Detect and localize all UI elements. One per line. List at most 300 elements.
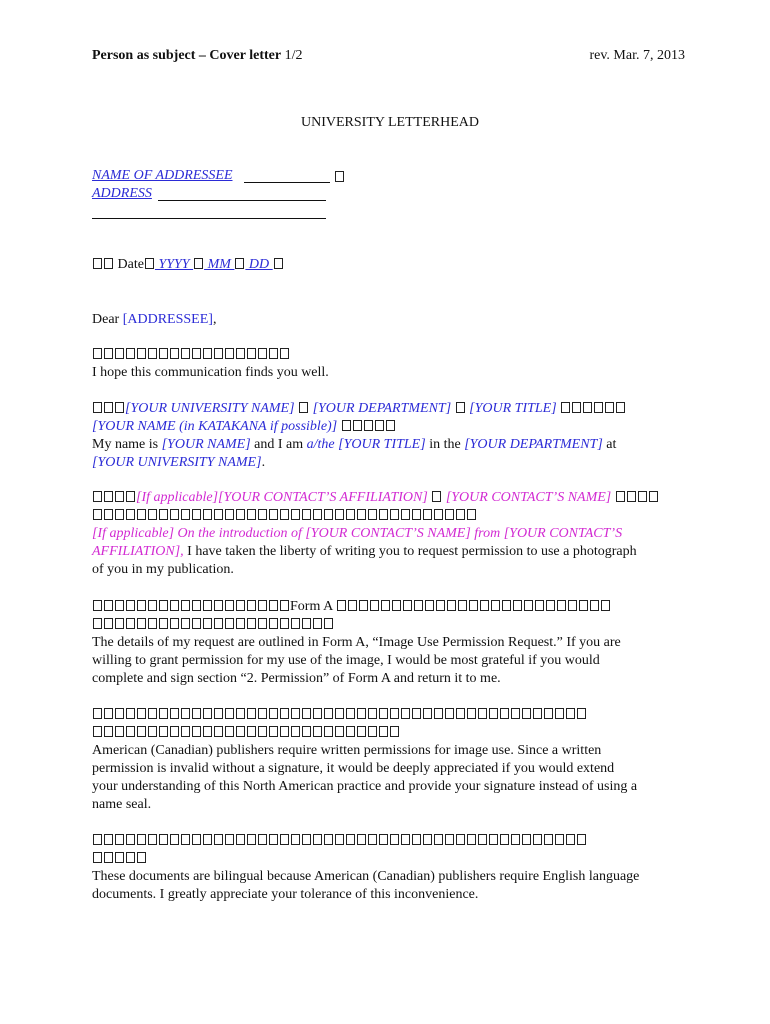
unrendered-glyph-box — [115, 834, 124, 845]
unrendered-glyph-box — [126, 509, 135, 520]
p2-en-text: My name is — [92, 437, 162, 452]
unrendered-glyph-box — [447, 600, 456, 611]
unrendered-glyph-box — [214, 726, 223, 737]
unrendered-glyph-box — [577, 834, 586, 845]
p2-en-article: a/the — [306, 437, 335, 452]
unrendered-glyph-box — [258, 708, 267, 719]
unrendered-glyph-box — [412, 509, 421, 520]
unrendered-glyph-box — [203, 708, 212, 719]
unrendered-glyph-box — [375, 420, 384, 431]
unrendered-glyph-box — [524, 600, 533, 611]
unrendered-glyph-box — [348, 600, 357, 611]
unrendered-glyph-box — [194, 258, 203, 269]
p6-en-line1: These documents are bilingual because American (Canadian) publishers require English language — [92, 869, 640, 884]
unrendered-glyph-box — [414, 600, 423, 611]
unrendered-glyph-box — [236, 708, 245, 719]
unrendered-glyph-box — [126, 618, 135, 629]
unrendered-glyph-box — [137, 348, 146, 359]
unrendered-glyph-box — [115, 509, 124, 520]
unrendered-glyph-box — [616, 491, 625, 502]
unrendered-glyph-box — [93, 600, 102, 611]
address-rule-2 — [92, 218, 326, 219]
unrendered-glyph-box — [357, 509, 366, 520]
p2-en-university: [YOUR UNIVERSITY NAME] — [92, 455, 262, 470]
unrendered-glyph-box — [148, 834, 157, 845]
unrendered-glyph-box — [302, 726, 311, 737]
date-month: MM — [204, 257, 235, 272]
p3-en-introduction: [If applicable] On the introduction of [YOUR CONTACT’S NAME] from [YOUR CONTACT’S — [92, 526, 623, 541]
unrendered-glyph-box — [324, 509, 333, 520]
unrendered-glyph-box — [390, 708, 399, 719]
unrendered-glyph-box — [192, 618, 201, 629]
unrendered-glyph-box — [148, 348, 157, 359]
unrendered-glyph-box — [247, 726, 256, 737]
unrendered-glyph-box — [274, 258, 283, 269]
unrendered-glyph-box — [181, 600, 190, 611]
unrendered-glyph-box — [115, 618, 124, 629]
unrendered-glyph-box — [225, 834, 234, 845]
unrendered-glyph-box — [489, 834, 498, 845]
unrendered-glyph-box — [170, 834, 179, 845]
unrendered-glyph-box — [170, 348, 179, 359]
unrendered-glyph-box — [93, 348, 102, 359]
p2-en-name: [YOUR NAME] — [161, 437, 251, 452]
unrendered-glyph-box — [489, 708, 498, 719]
unrendered-glyph-box — [313, 834, 322, 845]
unrendered-glyph-box — [236, 348, 245, 359]
unrendered-glyph-box — [126, 348, 135, 359]
p2-jp-name: [YOUR NAME (in KATAKANA if possible)] — [92, 419, 338, 434]
unrendered-glyph-box — [258, 509, 267, 520]
p2-jp-line2 — [92, 418, 396, 436]
unrendered-glyph-box — [513, 600, 522, 611]
p6-en-line2: documents. I greatly appreciate your tolerance of this inconvenience. — [92, 887, 479, 902]
unrendered-glyph-box — [280, 509, 289, 520]
unrendered-glyph-box — [467, 509, 476, 520]
unrendered-glyph-box — [93, 258, 102, 269]
p3-en-line1 — [92, 525, 622, 543]
p6-jp-line1 — [92, 832, 587, 850]
unrendered-glyph-box — [170, 600, 179, 611]
p5-en-line4: name seal. — [92, 797, 152, 812]
unrendered-glyph-box — [467, 834, 476, 845]
unrendered-glyph-box — [456, 708, 465, 719]
unrendered-glyph-box — [572, 402, 581, 413]
unrendered-glyph-box — [170, 708, 179, 719]
unrendered-glyph-box — [555, 834, 564, 845]
unrendered-glyph-box — [346, 509, 355, 520]
unrendered-glyph-box — [115, 708, 124, 719]
unrendered-glyph-box — [337, 600, 346, 611]
unrendered-glyph-box — [313, 509, 322, 520]
unrendered-glyph-box — [346, 708, 355, 719]
unrendered-glyph-box — [181, 348, 190, 359]
unrendered-glyph-box — [469, 600, 478, 611]
unrendered-glyph-box — [379, 509, 388, 520]
unrendered-glyph-box — [638, 491, 647, 502]
unrendered-glyph-box — [423, 708, 432, 719]
unrendered-glyph-box — [203, 509, 212, 520]
unrendered-glyph-box — [291, 509, 300, 520]
unrendered-glyph-box — [269, 600, 278, 611]
unrendered-glyph-box — [379, 726, 388, 737]
unrendered-glyph-box — [104, 258, 113, 269]
unrendered-glyph-box — [357, 708, 366, 719]
unrendered-glyph-box — [544, 708, 553, 719]
unrendered-glyph-box — [225, 509, 234, 520]
unrendered-glyph-box — [590, 600, 599, 611]
unrendered-glyph-box — [137, 618, 146, 629]
unrendered-glyph-box — [342, 420, 351, 431]
unrendered-glyph-box — [159, 834, 168, 845]
unrendered-glyph-box — [104, 348, 113, 359]
unrendered-glyph-box — [214, 618, 223, 629]
unrendered-glyph-box — [225, 708, 234, 719]
unrendered-glyph-box — [280, 600, 289, 611]
unrendered-glyph-box — [93, 726, 102, 737]
unrendered-glyph-box — [456, 834, 465, 845]
unrendered-glyph-box — [170, 726, 179, 737]
p6-jp-line2 — [92, 850, 147, 868]
date-line — [92, 256, 284, 274]
p2-jp-department: [YOUR DEPARTMENT] — [312, 401, 452, 416]
unrendered-glyph-box — [390, 509, 399, 520]
unrendered-glyph-box — [126, 834, 135, 845]
unrendered-glyph-box — [434, 708, 443, 719]
p2-en-text: in the — [425, 437, 465, 452]
unrendered-glyph-box — [291, 834, 300, 845]
unrendered-glyph-box — [302, 509, 311, 520]
addressee-name-rule — [244, 182, 330, 183]
unrendered-glyph-box — [432, 491, 441, 502]
unrendered-glyph-box — [137, 509, 146, 520]
unrendered-glyph-box — [192, 509, 201, 520]
unrendered-glyph-box — [236, 726, 245, 737]
unrendered-glyph-box — [544, 834, 553, 845]
unrendered-glyph-box — [566, 708, 575, 719]
unrendered-glyph-box — [401, 834, 410, 845]
unrendered-glyph-box — [137, 600, 146, 611]
unrendered-glyph-box — [214, 708, 223, 719]
unrendered-glyph-box — [291, 618, 300, 629]
unrendered-glyph-box — [346, 834, 355, 845]
unrendered-glyph-box — [159, 618, 168, 629]
unrendered-glyph-box — [313, 708, 322, 719]
unrendered-glyph-box — [445, 708, 454, 719]
unrendered-glyph-box — [423, 509, 432, 520]
unrendered-glyph-box — [159, 708, 168, 719]
unrendered-glyph-box — [546, 600, 555, 611]
p3-jp-line2 — [92, 507, 477, 525]
header-title — [92, 47, 302, 65]
unrendered-glyph-box — [557, 600, 566, 611]
unrendered-glyph-box — [566, 834, 575, 845]
unrendered-glyph-box — [401, 509, 410, 520]
unrendered-glyph-box — [313, 726, 322, 737]
unrendered-glyph-box — [115, 852, 124, 863]
unrendered-glyph-box — [577, 708, 586, 719]
unrendered-glyph-box — [93, 834, 102, 845]
p5-jp-line1 — [92, 706, 587, 724]
unrendered-glyph-box — [379, 834, 388, 845]
unrendered-glyph-box — [93, 491, 102, 502]
unrendered-glyph-box — [236, 618, 245, 629]
address-line — [92, 185, 152, 203]
unrendered-glyph-box — [104, 600, 113, 611]
unrendered-glyph-box — [392, 600, 401, 611]
unrendered-glyph-box — [137, 726, 146, 737]
unrendered-glyph-box — [214, 834, 223, 845]
unrendered-glyph-box — [555, 708, 564, 719]
unrendered-glyph-box — [280, 348, 289, 359]
p3-en-affiliation: AFFILIATION], — [92, 544, 184, 559]
unrendered-glyph-box — [225, 348, 234, 359]
unrendered-glyph-box — [192, 834, 201, 845]
unrendered-glyph-box — [370, 600, 379, 611]
unrendered-glyph-box — [561, 402, 570, 413]
unrendered-glyph-box — [93, 402, 102, 413]
p2-en-title: [YOUR TITLE] — [334, 437, 426, 452]
unrendered-glyph-box — [533, 834, 542, 845]
letterhead: UNIVERSITY LETTERHEAD — [301, 115, 479, 130]
unrendered-glyph-box — [357, 726, 366, 737]
p4-en-line2: willing to grant permission for my use of the image, I would be most grateful if you would — [92, 653, 600, 668]
unrendered-glyph-box — [456, 509, 465, 520]
unrendered-glyph-box — [335, 708, 344, 719]
unrendered-glyph-box — [170, 618, 179, 629]
p2-en-text: and I am — [250, 437, 307, 452]
unrendered-glyph-box — [386, 420, 395, 431]
salutation-prefix: Dear — [92, 312, 123, 327]
date-label: Date — [117, 257, 144, 272]
p5-en-line1: American (Canadian) publishers require written permissions for image use. Since a written — [92, 743, 602, 758]
unrendered-glyph-box — [522, 834, 531, 845]
unrendered-glyph-box — [126, 852, 135, 863]
unrendered-glyph-box — [104, 834, 113, 845]
unrendered-glyph-box — [115, 726, 124, 737]
unrendered-glyph-box — [104, 509, 113, 520]
unrendered-glyph-box — [353, 420, 362, 431]
unrendered-glyph-box — [324, 708, 333, 719]
p3-en-text: I have taken the liberty of writing you to request permission to use a photograph — [183, 544, 637, 559]
unrendered-glyph-box — [247, 600, 256, 611]
unrendered-glyph-box — [583, 402, 592, 413]
unrendered-glyph-box — [93, 708, 102, 719]
unrendered-glyph-box — [192, 600, 201, 611]
unrendered-glyph-box — [115, 402, 124, 413]
unrendered-glyph-box — [434, 509, 443, 520]
unrendered-glyph-box — [436, 600, 445, 611]
unrendered-glyph-box — [192, 708, 201, 719]
p2-en-line1 — [92, 436, 616, 454]
unrendered-glyph-box — [364, 420, 373, 431]
revision-date: rev. Mar. 7, 2013 — [589, 48, 685, 63]
unrendered-glyph-box — [302, 834, 311, 845]
unrendered-glyph-box — [335, 834, 344, 845]
unrendered-glyph-box — [181, 618, 190, 629]
unrendered-glyph-box — [346, 726, 355, 737]
salutation-name: [ADDRESSEE] — [122, 312, 213, 327]
unrendered-glyph-box — [313, 618, 322, 629]
p4-en-line1: The details of my request are outlined in Form A, “Image Use Permission Request.” If you are — [92, 635, 621, 650]
unrendered-glyph-box — [148, 708, 157, 719]
unrendered-glyph-box — [594, 402, 603, 413]
unrendered-glyph-box — [148, 600, 157, 611]
unrendered-glyph-box — [247, 834, 256, 845]
unrendered-glyph-box — [214, 600, 223, 611]
p3-en-line3: of you in my publication. — [92, 562, 234, 577]
p1-en: I hope this communication finds you well. — [92, 365, 329, 380]
unrendered-glyph-box — [649, 491, 658, 502]
unrendered-glyph-box — [511, 708, 520, 719]
unrendered-glyph-box — [403, 600, 412, 611]
unrendered-glyph-box — [458, 600, 467, 611]
unrendered-glyph-box — [379, 708, 388, 719]
unrendered-glyph-box — [535, 600, 544, 611]
unrendered-glyph-box — [467, 708, 476, 719]
unrendered-glyph-box — [145, 258, 154, 269]
unrendered-glyph-box — [181, 726, 190, 737]
unrendered-glyph-box — [423, 834, 432, 845]
unrendered-glyph-box — [247, 618, 256, 629]
unrendered-glyph-box — [126, 726, 135, 737]
unrendered-glyph-box — [381, 600, 390, 611]
unrendered-glyph-box — [126, 600, 135, 611]
unrendered-glyph-box — [269, 509, 278, 520]
addressee-name-line — [92, 167, 233, 185]
unrendered-glyph-box — [280, 708, 289, 719]
unrendered-glyph-box — [137, 708, 146, 719]
unrendered-glyph-box — [203, 600, 212, 611]
p1-jp — [92, 346, 290, 364]
header-page-number: 1/2 — [284, 48, 303, 63]
unrendered-glyph-box — [236, 509, 245, 520]
unrendered-glyph-box — [478, 834, 487, 845]
unrendered-glyph-box — [302, 708, 311, 719]
unrendered-glyph-box — [181, 834, 190, 845]
addressee-name: NAME OF ADDRESSEE — [92, 168, 233, 183]
unrendered-glyph-box — [335, 726, 344, 737]
unrendered-glyph-box — [203, 726, 212, 737]
addressee-address: ADDRESS — [92, 186, 152, 201]
unrendered-glyph-box — [203, 834, 212, 845]
salutation-suffix: , — [212, 312, 217, 327]
unrendered-glyph-box — [115, 348, 124, 359]
unrendered-glyph-box — [93, 852, 102, 863]
unrendered-glyph-box — [214, 348, 223, 359]
unrendered-glyph-box — [390, 834, 399, 845]
unrendered-glyph-box — [181, 509, 190, 520]
unrendered-glyph-box — [456, 402, 465, 413]
unrendered-glyph-box — [357, 834, 366, 845]
unrendered-glyph-box — [104, 726, 113, 737]
address-rule — [158, 200, 326, 201]
unrendered-glyph-box — [192, 726, 201, 737]
unrendered-glyph-box — [192, 348, 201, 359]
unrendered-glyph-box — [258, 834, 267, 845]
unrendered-glyph-box — [500, 834, 509, 845]
unrendered-glyph-box — [368, 726, 377, 737]
p5-en-line3: your understanding of this North American practice and provide your signature instead of using a — [92, 779, 638, 794]
unrendered-glyph-box — [269, 618, 278, 629]
p2-en-line2 — [92, 454, 265, 472]
unrendered-glyph-box — [434, 834, 443, 845]
unrendered-glyph-box — [299, 402, 308, 413]
unrendered-glyph-box — [491, 600, 500, 611]
unrendered-glyph-box — [148, 509, 157, 520]
unrendered-glyph-box — [302, 618, 311, 629]
unrendered-glyph-box — [511, 834, 520, 845]
unrendered-glyph-box — [269, 348, 278, 359]
unrendered-glyph-box — [258, 726, 267, 737]
unrendered-glyph-box — [93, 509, 102, 520]
unrendered-glyph-box — [247, 348, 256, 359]
p3-jp-contact: [YOUR CONTACT’S NAME] — [445, 490, 612, 505]
unrendered-glyph-box — [324, 726, 333, 737]
unrendered-glyph-box — [568, 600, 577, 611]
unrendered-glyph-box — [126, 491, 135, 502]
placeholder-glyph — [335, 171, 344, 182]
unrendered-glyph-box — [425, 600, 434, 611]
unrendered-glyph-box — [104, 618, 113, 629]
unrendered-glyph-box — [291, 726, 300, 737]
unrendered-glyph-box — [225, 726, 234, 737]
unrendered-glyph-box — [502, 600, 511, 611]
unrendered-glyph-box — [258, 348, 267, 359]
unrendered-glyph-box — [137, 834, 146, 845]
p2-en-department: [YOUR DEPARTMENT] — [464, 437, 603, 452]
unrendered-glyph-box — [104, 708, 113, 719]
unrendered-glyph-box — [368, 509, 377, 520]
p4-en-line3: complete and sign section “2. Permission” of Form A and return it to me. — [92, 671, 501, 686]
unrendered-glyph-box — [522, 708, 531, 719]
unrendered-glyph-box — [359, 600, 368, 611]
unrendered-glyph-box — [159, 348, 168, 359]
unrendered-glyph-box — [601, 600, 610, 611]
unrendered-glyph-box — [159, 509, 168, 520]
unrendered-glyph-box — [148, 726, 157, 737]
unrendered-glyph-box — [137, 852, 146, 863]
p3-jp-affiliation: [If applicable][YOUR CONTACT’S AFFILIATION] — [136, 490, 428, 505]
unrendered-glyph-box — [170, 509, 179, 520]
unrendered-glyph-box — [605, 402, 614, 413]
unrendered-glyph-box — [368, 834, 377, 845]
p3-en-line2 — [92, 543, 637, 561]
unrendered-glyph-box — [412, 708, 421, 719]
unrendered-glyph-box — [159, 726, 168, 737]
unrendered-glyph-box — [203, 618, 212, 629]
p2-jp-title: [YOUR TITLE] — [469, 401, 557, 416]
date-year: YYYY — [154, 257, 194, 272]
p4-jp-form: Form A — [290, 599, 333, 614]
p4-jp-line2 — [92, 616, 334, 634]
unrendered-glyph-box — [500, 708, 509, 719]
unrendered-glyph-box — [445, 834, 454, 845]
unrendered-glyph-box — [159, 600, 168, 611]
unrendered-glyph-box — [203, 348, 212, 359]
unrendered-glyph-box — [104, 491, 113, 502]
p2-jp-university: [YOUR UNIVERSITY NAME] — [125, 401, 295, 416]
unrendered-glyph-box — [269, 708, 278, 719]
unrendered-glyph-box — [335, 509, 344, 520]
p4-jp-line1 — [92, 598, 611, 616]
unrendered-glyph-box — [236, 600, 245, 611]
unrendered-glyph-box — [324, 618, 333, 629]
unrendered-glyph-box — [104, 852, 113, 863]
unrendered-glyph-box — [104, 402, 113, 413]
unrendered-glyph-box — [368, 708, 377, 719]
unrendered-glyph-box — [291, 708, 300, 719]
